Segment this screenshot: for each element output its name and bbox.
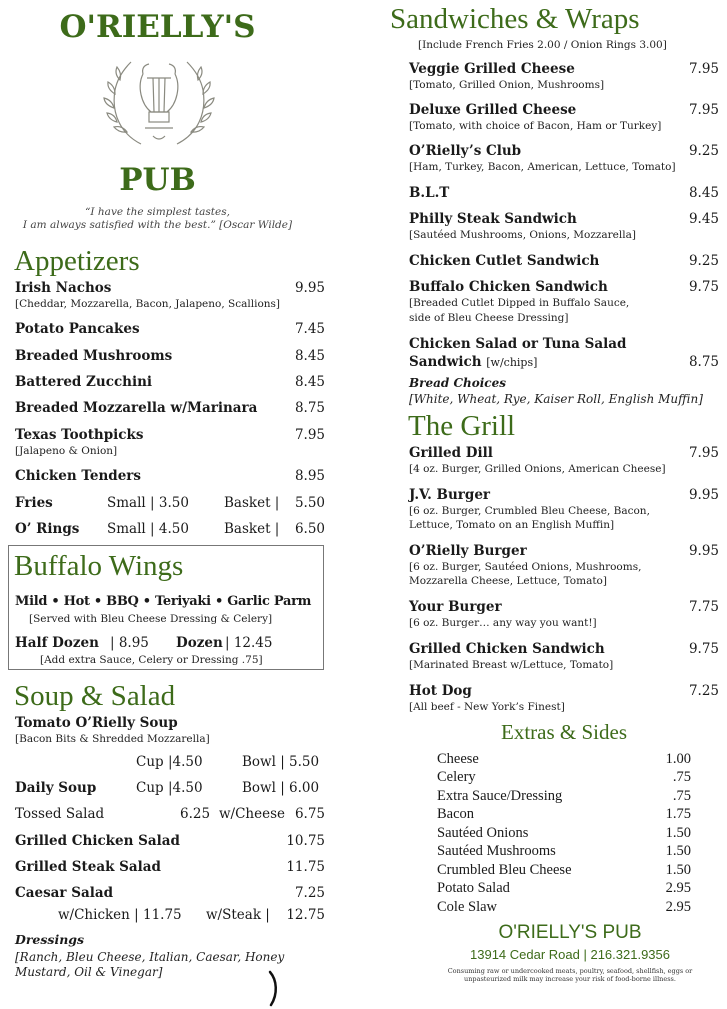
extra-name: Crumbled Bleu Cheese — [437, 862, 572, 878]
menu-item-desc: [6 oz. Burger, Crumbled Bleu Cheese, Bacon, — [409, 505, 650, 517]
fries-name: Fries — [15, 495, 53, 511]
extra-price: 1.50 — [665, 862, 691, 878]
menu-item-desc: [Jalapeno & Onion] — [15, 445, 118, 457]
dressings-title: Dressings — [15, 932, 85, 947]
wings-note: [Served with Bleu Cheese Dressing & Celery] — [29, 613, 273, 625]
lyre-wreath-icon — [103, 52, 215, 152]
menu-item-price: 8.45 — [294, 348, 325, 364]
fries-basket-price: 5.50 — [294, 495, 325, 511]
tossed-salad-name: Tossed Salad — [15, 806, 105, 822]
menu-item-name: Irish Nachos — [15, 280, 112, 296]
sandwiches-title: Sandwiches & Wraps — [390, 3, 640, 35]
fries-small: Small | 3.50 — [107, 495, 189, 511]
menu-item-price: 7.45 — [294, 321, 325, 337]
quote — [0, 206, 315, 232]
salad-sandwich-name-2 — [409, 354, 537, 371]
menu-item-price: 8.95 — [294, 468, 325, 484]
wings-flavors: Mild • Hot • BBQ • Teriyaki • Garlic Parm — [15, 594, 312, 609]
menu-item-desc: Lettuce, Tomato on an English Muffin] — [409, 519, 615, 531]
warning-line-1: Consuming raw or undercooked meats, poultry, seafood, shellfish, eggs or — [447, 967, 693, 975]
menu-item-price: 7.95 — [688, 445, 719, 461]
menu-item-name: Breaded Mushrooms — [15, 348, 173, 364]
menu-item-desc: Mozzarella Cheese, Lettuce, Tomato] — [409, 575, 607, 587]
menu-item-desc: [Cheddar, Mozzarella, Bacon, Jalapeno, Scallions] — [15, 298, 281, 310]
menu-item-desc: [Breaded Cutlet Dipped in Buffalo Sauce, — [409, 297, 630, 309]
menu-item-name: Your Burger — [409, 599, 502, 615]
extra-price: .75 — [672, 769, 691, 785]
orings-basket: Basket | — [224, 521, 280, 537]
menu-item-price: 7.75 — [688, 599, 719, 615]
pen-mark — [266, 970, 282, 1008]
extra-name: Celery — [437, 769, 476, 785]
caesar-salad-chicken: w/Chicken | 11.75 — [58, 907, 182, 923]
brand-title: O'RIELLY'S — [59, 9, 256, 45]
extra-price: .75 — [672, 788, 691, 804]
menu-item-price: 9.95 — [688, 543, 719, 559]
salad-sandwich-price: 8.75 — [688, 354, 719, 370]
extra-price: 2.95 — [665, 880, 691, 896]
menu-item-name: Grilled Dill — [409, 445, 493, 461]
extra-name: Potato Salad — [437, 880, 510, 896]
grilled-chicken-salad-price: 10.75 — [286, 833, 325, 849]
bread-list: [White, Wheat, Rye, Kaiser Roll, English Muffin] — [409, 392, 703, 406]
daily-soup-name: Daily Soup — [15, 780, 97, 796]
menu-item-name: Grilled Chicken Sandwich — [409, 641, 605, 657]
menu-item-name: Philly Steak Sandwich — [409, 211, 577, 227]
wings-extra: [Add extra Sauce, Celery or Dressing .75] — [40, 654, 263, 666]
brand-subtitle: PUB — [119, 162, 196, 198]
grilled-steak-salad-price: 11.75 — [286, 859, 325, 875]
menu-item-price: 9.25 — [688, 143, 719, 159]
menu-item-price: 8.75 — [294, 400, 325, 416]
tossed-salad-cheese: w/Cheese — [219, 806, 286, 822]
menu-item-desc: [4 oz. Burger, Grilled Onions, American Cheese] — [409, 463, 666, 475]
tomato-soup-bowl: Bowl | 5.50 — [242, 754, 320, 770]
grilled-chicken-salad-name: Grilled Chicken Salad — [15, 833, 180, 849]
menu-item-name: Deluxe Grilled Cheese — [409, 102, 577, 118]
menu-item-name: Potato Pancakes — [15, 321, 140, 337]
orings-small: Small | 4.50 — [107, 521, 189, 537]
wings-half-label: Half Dozen — [15, 635, 99, 651]
menu-item-price: 9.45 — [688, 211, 719, 227]
caesar-salad-steak: w/Steak | — [206, 907, 270, 923]
menu-item-price: 7.25 — [688, 683, 719, 699]
extra-name: Extra Sauce/Dressing — [437, 788, 563, 804]
menu-item-name: Veggie Grilled Cheese — [409, 61, 575, 77]
menu-item-name: O’Rielly Burger — [409, 543, 527, 559]
menu-item-desc: side of Bleu Cheese Dressing] — [409, 312, 569, 324]
extra-price: 1.75 — [665, 806, 691, 822]
quote-line-2: I am always satisfied with the best.” [Oscar Wilde] — [22, 219, 293, 231]
quote-line-1: “I have the simplest tastes, — [85, 206, 230, 218]
sandwiches-subtitle: [Include French Fries 2.00 / Onion Rings 3.00] — [418, 39, 667, 51]
extra-name: Sautéed Onions — [437, 825, 529, 841]
menu-item-desc: [Tomato, with choice of Bacon, Ham or Turkey] — [409, 120, 662, 132]
menu-item-price: 7.95 — [294, 427, 325, 443]
wings-dozen-label: Dozen — [176, 635, 223, 651]
menu-item-name: J.V. Burger — [409, 487, 491, 503]
caesar-salad-steak-price: 12.75 — [286, 907, 325, 923]
extra-price: 1.50 — [665, 825, 691, 841]
fries-basket: Basket | — [224, 495, 280, 511]
appetizers-title: Appetizers — [14, 245, 140, 277]
tomato-soup-name: Tomato O’Rielly Soup — [15, 715, 178, 731]
daily-soup-bowl: Bowl | 6.00 — [242, 780, 320, 796]
orings-name: O’ Rings — [15, 521, 80, 537]
extras-title: Extras & Sides — [501, 720, 627, 744]
wings-title: Buffalo Wings — [14, 550, 184, 582]
tossed-salad-price: 6.25 — [180, 806, 211, 822]
wings-half-price: | 8.95 — [110, 635, 149, 651]
footer-address: 13914 Cedar Road | 216.321.9356 — [470, 947, 670, 962]
menu-item-price: 8.45 — [294, 374, 325, 390]
extra-name: Bacon — [437, 806, 475, 822]
menu-item-name: Chicken Tenders — [15, 468, 142, 484]
menu-item-name: O’Rielly’s Club — [409, 143, 522, 159]
menu-item-desc: [Marinated Breast w/Lettuce, Tomato] — [409, 659, 614, 671]
caesar-salad-name: Caesar Salad — [15, 885, 114, 901]
soup-salad-title: Soup & Salad — [14, 680, 176, 712]
salad-sandwich-note: [w/chips] — [486, 356, 538, 369]
dressings-list: [Ranch, Bleu Cheese, Italian, Caesar, Honey Mustard, Oil & Vinegar] — [15, 950, 285, 979]
warning-line-2: unpasteurized milk may increase your risk of food-borne illness. — [464, 975, 676, 983]
menu-item-name: Hot Dog — [409, 683, 472, 699]
salad-sandwich-line2: Sandwich — [409, 354, 482, 370]
menu-item-name: B.L.T — [409, 185, 450, 201]
tossed-salad-cheese-price: 6.75 — [294, 806, 325, 822]
menu-item-name: Texas Toothpicks — [15, 427, 144, 443]
menu-item-desc: [6 oz. Burger, Sautéed Onions, Mushrooms, — [409, 561, 642, 573]
menu-item-desc: [All beef - New York’s Finest] — [409, 701, 565, 713]
menu-item-name: Breaded Mozzarella w/Marinara — [15, 400, 258, 416]
menu-item-price: 7.95 — [688, 102, 719, 118]
extra-name: Cheese — [437, 751, 479, 767]
menu-item-price: 9.75 — [688, 641, 719, 657]
bread-title: Bread Choices — [409, 376, 506, 390]
menu-item-name: Buffalo Chicken Sandwich — [409, 279, 608, 295]
extra-price: 1.00 — [665, 751, 691, 767]
menu-item-price: 8.45 — [688, 185, 719, 201]
menu-item-name: Chicken Cutlet Sandwich — [409, 253, 600, 269]
menu-item-desc: [6 oz. Burger… any way you want!] — [409, 617, 597, 629]
menu-item-name: Battered Zucchini — [15, 374, 153, 390]
caesar-salad-price: 7.25 — [294, 885, 325, 901]
grill-title: The Grill — [408, 410, 516, 442]
tomato-soup-desc: [Bacon Bits & Shredded Mozzarella] — [15, 733, 210, 745]
tomato-soup-cup: Cup |4.50 — [136, 754, 203, 770]
salad-sandwich-name: Chicken Salad or Tuna Salad — [409, 336, 627, 352]
daily-soup-cup: Cup |4.50 — [136, 780, 203, 796]
menu-item-price: 9.95 — [294, 280, 325, 296]
extra-name: Sautéed Mushrooms — [437, 843, 556, 859]
menu-item-price: 7.95 — [688, 61, 719, 77]
wings-dozen-price: | 12.45 — [225, 635, 273, 651]
grilled-steak-salad-name: Grilled Steak Salad — [15, 859, 161, 875]
extra-name: Cole Slaw — [437, 899, 498, 915]
menu-item-price: 9.25 — [688, 253, 719, 269]
footer-name: O'RIELLY'S PUB — [498, 922, 642, 943]
extra-price: 2.95 — [665, 899, 691, 915]
orings-basket-price: 6.50 — [294, 521, 325, 537]
menu-item-price: 9.95 — [688, 487, 719, 503]
menu-item-desc: [Ham, Turkey, Bacon, American, Lettuce, Tomato] — [409, 161, 676, 173]
extra-price: 1.50 — [665, 843, 691, 859]
menu-item-desc: [Sautéed Mushrooms, Onions, Mozzarella] — [409, 229, 636, 241]
menu-item-desc: [Tomato, Grilled Onion, Mushrooms] — [409, 79, 605, 91]
menu-item-price: 9.75 — [688, 279, 719, 295]
food-safety-warning — [430, 967, 710, 983]
